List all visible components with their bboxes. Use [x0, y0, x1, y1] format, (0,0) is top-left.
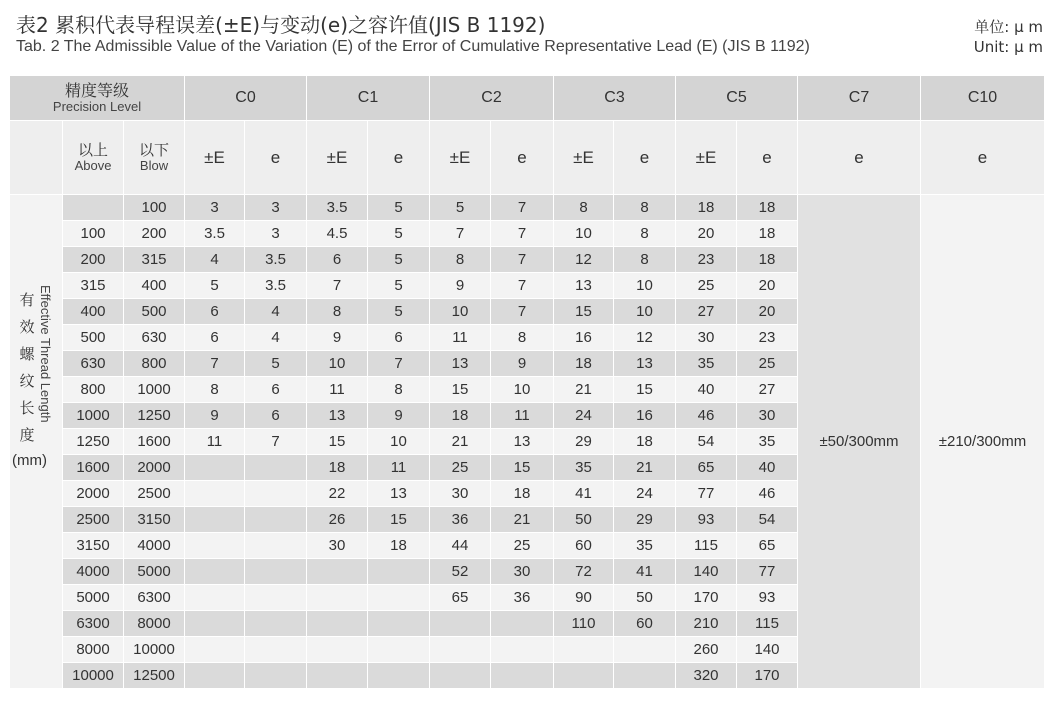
table-cell: 18	[676, 195, 737, 221]
table-cell: 15	[430, 377, 491, 403]
table-cell: 44	[430, 533, 491, 559]
table-cell: 7	[368, 351, 430, 377]
table-cell	[307, 559, 368, 585]
table-cell: 10	[307, 351, 368, 377]
table-cell: 115	[737, 611, 798, 637]
table-cell	[307, 585, 368, 611]
table-cell: 13	[614, 351, 676, 377]
table-cell: 3.5	[307, 195, 368, 221]
table-cell: 24	[554, 403, 614, 429]
table-cell: 10	[430, 299, 491, 325]
table-cell	[245, 637, 307, 663]
table-cell	[368, 559, 430, 585]
table-cell: 93	[737, 585, 798, 611]
table-row	[10, 195, 1045, 221]
table-cell	[245, 533, 307, 559]
table-cell: 4	[185, 247, 245, 273]
table-cell: 7	[491, 221, 554, 247]
table-cell: 18	[491, 481, 554, 507]
table-cell: 9	[491, 351, 554, 377]
table-cell	[185, 559, 245, 585]
table-cell: 3	[245, 221, 307, 247]
length-range-cell: 10000	[63, 663, 124, 689]
table-cell: 16	[614, 403, 676, 429]
table-cell: 7	[491, 195, 554, 221]
table-cell: 4.5	[307, 221, 368, 247]
table-cell: 50	[614, 585, 676, 611]
table-cell: 40	[676, 377, 737, 403]
table-cell: 7	[491, 247, 554, 273]
table-cell	[245, 585, 307, 611]
table-cell: 7	[245, 429, 307, 455]
table-cell	[185, 481, 245, 507]
length-range-cell: 400	[63, 299, 124, 325]
table-cell: 35	[737, 429, 798, 455]
table-cell: 36	[430, 507, 491, 533]
table-cell: 5	[368, 195, 430, 221]
table-cell: 40	[737, 455, 798, 481]
table-cell: 13	[554, 273, 614, 299]
table-cell: 10	[614, 273, 676, 299]
length-range-cell: 800	[63, 377, 124, 403]
table-cell: 23	[676, 247, 737, 273]
table-cell	[614, 637, 676, 663]
table-cell: 27	[676, 299, 737, 325]
table-cell: 8	[491, 325, 554, 351]
table-cell: 115	[676, 533, 737, 559]
table-cell: 46	[676, 403, 737, 429]
grade-c5-header: C5	[676, 76, 798, 121]
table-cell: 30	[676, 325, 737, 351]
c3-e-header: e	[614, 121, 676, 195]
table-cell: 11	[491, 403, 554, 429]
table-cell: 20	[737, 299, 798, 325]
table-cell: 41	[614, 559, 676, 585]
table-cell: 5	[368, 221, 430, 247]
table-cell: 110	[554, 611, 614, 637]
table-cell	[307, 611, 368, 637]
table-cell: 11	[185, 429, 245, 455]
table-cell	[245, 559, 307, 585]
length-range-cell: 500	[124, 299, 185, 325]
length-range-cell: 8000	[63, 637, 124, 663]
table-cell: 11	[368, 455, 430, 481]
table-cell: 22	[307, 481, 368, 507]
table-cell: 36	[491, 585, 554, 611]
table-cell: 41	[554, 481, 614, 507]
table-cell: 9	[368, 403, 430, 429]
table-cell: 10	[491, 377, 554, 403]
table-cell	[368, 637, 430, 663]
precision-level-header	[10, 76, 185, 121]
table-cell: 15	[307, 429, 368, 455]
table-cell: 27	[737, 377, 798, 403]
length-range-cell: 5000	[124, 559, 185, 585]
table-cell: 6	[185, 299, 245, 325]
table-cell	[491, 637, 554, 663]
table-cell: 25	[676, 273, 737, 299]
table-cell	[430, 637, 491, 663]
side-label-char: 螺	[19, 345, 35, 363]
table-cell: 16	[554, 325, 614, 351]
above-en: Above	[74, 157, 112, 173]
grade-c1-header: C1	[307, 76, 430, 121]
table-cell: 54	[676, 429, 737, 455]
table-cell: 15	[554, 299, 614, 325]
table-cell: 170	[676, 585, 737, 611]
table-cell: 52	[430, 559, 491, 585]
table-cell: 9	[307, 325, 368, 351]
c0-pm-e-header: ±E	[185, 121, 245, 195]
table-cell	[491, 611, 554, 637]
table-cell: 8	[307, 299, 368, 325]
table-cell: 3	[245, 195, 307, 221]
table-cell: 13	[368, 481, 430, 507]
length-range-cell: 5000	[63, 585, 124, 611]
side-label-chinese	[18, 287, 36, 449]
table-cell: 7	[491, 299, 554, 325]
table-cell: 25	[737, 351, 798, 377]
length-range-cell: 2000	[63, 481, 124, 507]
header-row-grades	[10, 76, 1045, 121]
precision-level-en: Precision Level	[52, 98, 142, 114]
precision-level-cn: 精度等级	[64, 80, 129, 100]
table-cell	[245, 455, 307, 481]
table-cell	[245, 507, 307, 533]
table-cell: 13	[430, 351, 491, 377]
table-cell	[245, 481, 307, 507]
table-cell: 140	[737, 637, 798, 663]
table-title-chinese: 表2 累积代表导程误差(±E)与变动(e)之容许值(JIS B 1192)	[16, 13, 546, 37]
lead-error-table	[9, 75, 1045, 689]
table-cell	[185, 637, 245, 663]
above-header	[63, 121, 124, 195]
header-row-columns	[10, 121, 1045, 195]
length-range-cell: 3150	[124, 507, 185, 533]
table-cell: 18	[554, 351, 614, 377]
c0-e-header: e	[245, 121, 307, 195]
table-cell: 30	[307, 533, 368, 559]
grade-c2-header: C2	[430, 76, 554, 121]
c1-pm-e-header: ±E	[307, 121, 368, 195]
table-cell: 8	[614, 195, 676, 221]
table-cell: 13	[491, 429, 554, 455]
side-label-char: 度	[19, 426, 35, 444]
table-cell: 8	[185, 377, 245, 403]
length-range-cell: 1250	[124, 403, 185, 429]
side-label-english: Effective Thread Length	[38, 285, 53, 423]
table-cell: 10	[368, 429, 430, 455]
table-cell: 8	[614, 247, 676, 273]
length-range-cell: 6300	[124, 585, 185, 611]
table-cell: 6	[368, 325, 430, 351]
length-range-cell	[63, 195, 124, 221]
table-cell: 23	[737, 325, 798, 351]
table-cell: 4	[245, 325, 307, 351]
table-cell: 93	[676, 507, 737, 533]
c7-e-header: e	[798, 121, 921, 195]
table-cell: 60	[614, 611, 676, 637]
length-range-cell: 630	[63, 351, 124, 377]
length-range-cell: 1600	[124, 429, 185, 455]
table-cell: 18	[307, 455, 368, 481]
c3-pm-e-header: ±E	[554, 121, 614, 195]
length-range-cell: 630	[124, 325, 185, 351]
length-range-cell: 100	[124, 195, 185, 221]
table-cell: 65	[430, 585, 491, 611]
table-cell: 35	[614, 533, 676, 559]
table-cell: 30	[737, 403, 798, 429]
table-cell	[614, 663, 676, 689]
table-cell: 9	[430, 273, 491, 299]
table-cell: 11	[307, 377, 368, 403]
table-cell: 77	[676, 481, 737, 507]
length-range-cell: 315	[124, 247, 185, 273]
table-cell	[245, 611, 307, 637]
table-cell: 25	[491, 533, 554, 559]
table-cell: 35	[554, 455, 614, 481]
table-cell: 7	[430, 221, 491, 247]
table-cell: 65	[676, 455, 737, 481]
table-cell	[185, 507, 245, 533]
table-cell: 21	[614, 455, 676, 481]
table-cell: 4	[245, 299, 307, 325]
table-cell: 18	[368, 533, 430, 559]
grade-c0-header: C0	[185, 76, 307, 121]
table-cell: 8	[368, 377, 430, 403]
length-range-cell: 2500	[124, 481, 185, 507]
length-range-cell: 200	[124, 221, 185, 247]
table-cell: 77	[737, 559, 798, 585]
table-cell: 7	[307, 273, 368, 299]
c5-pm-e-header: ±E	[676, 121, 737, 195]
table-cell: 15	[368, 507, 430, 533]
length-range-cell: 315	[63, 273, 124, 299]
table-cell	[185, 611, 245, 637]
side-label-unit: (mm)	[12, 452, 47, 469]
length-range-cell: 2000	[124, 455, 185, 481]
table-cell: 3.5	[245, 247, 307, 273]
length-range-cell: 8000	[124, 611, 185, 637]
table-cell	[430, 611, 491, 637]
table-cell: 60	[554, 533, 614, 559]
c2-e-header: e	[491, 121, 554, 195]
table-cell: 8	[430, 247, 491, 273]
below-cn: 以下	[138, 140, 169, 159]
unit-label-chinese: 单位: μ m	[974, 18, 1043, 36]
length-range-cell: 500	[63, 325, 124, 351]
table-cell	[430, 663, 491, 689]
below-en: Blow	[139, 157, 169, 173]
table-cell: 29	[614, 507, 676, 533]
table-cell: 26	[307, 507, 368, 533]
table-cell: 11	[430, 325, 491, 351]
table-cell: 54	[737, 507, 798, 533]
table-cell: 46	[737, 481, 798, 507]
header-blank-cell	[10, 121, 63, 195]
c10-value-cell: ±210/300mm	[921, 195, 1045, 689]
table-cell: 6	[245, 403, 307, 429]
length-range-cell: 800	[124, 351, 185, 377]
table-cell	[245, 663, 307, 689]
length-range-cell: 100	[63, 221, 124, 247]
table-cell: 8	[614, 221, 676, 247]
table-cell	[185, 585, 245, 611]
table-cell: 10	[554, 221, 614, 247]
length-range-cell: 4000	[63, 559, 124, 585]
table-cell: 18	[430, 403, 491, 429]
table-cell: 210	[676, 611, 737, 637]
length-range-cell: 200	[63, 247, 124, 273]
c1-e-header: e	[368, 121, 430, 195]
grade-c10-header: C10	[921, 76, 1045, 121]
effective-thread-length-label	[10, 195, 63, 689]
table-cell: 5	[368, 299, 430, 325]
table-cell: 12	[554, 247, 614, 273]
table-cell: 5	[368, 273, 430, 299]
table-cell: 29	[554, 429, 614, 455]
table-cell: 15	[491, 455, 554, 481]
table-cell: 8	[554, 195, 614, 221]
table-cell: 6	[307, 247, 368, 273]
grade-c7-header: C7	[798, 76, 921, 121]
table-cell: 5	[185, 273, 245, 299]
table-cell: 6	[245, 377, 307, 403]
table-cell: 30	[430, 481, 491, 507]
side-label-char: 有	[19, 291, 35, 309]
table-cell: 25	[430, 455, 491, 481]
table-cell: 20	[676, 221, 737, 247]
table-cell	[368, 611, 430, 637]
table-cell: 20	[737, 273, 798, 299]
table-cell: 18	[737, 247, 798, 273]
length-range-cell: 1600	[63, 455, 124, 481]
length-range-cell: 10000	[124, 637, 185, 663]
length-range-cell: 2500	[63, 507, 124, 533]
below-header	[124, 121, 185, 195]
table-cell: 140	[676, 559, 737, 585]
c5-e-header: e	[737, 121, 798, 195]
table-cell: 10	[614, 299, 676, 325]
table-cell: 3	[185, 195, 245, 221]
above-cn: 以上	[77, 140, 108, 159]
table-cell	[185, 455, 245, 481]
length-range-cell: 12500	[124, 663, 185, 689]
length-range-cell: 4000	[124, 533, 185, 559]
side-label-char: 纹	[19, 372, 35, 390]
table-cell: 6	[185, 325, 245, 351]
table-cell: 7	[185, 351, 245, 377]
table-cell: 18	[614, 429, 676, 455]
table-cell: 15	[614, 377, 676, 403]
length-range-cell: 1000	[124, 377, 185, 403]
table-cell: 18	[737, 221, 798, 247]
table-cell: 30	[491, 559, 554, 585]
table-cell: 5	[245, 351, 307, 377]
table-cell: 7	[491, 273, 554, 299]
table-cell: 13	[307, 403, 368, 429]
c2-pm-e-header: ±E	[430, 121, 491, 195]
c7-value-cell: ±50/300mm	[798, 195, 921, 689]
table-cell: 170	[737, 663, 798, 689]
unit-label-english: Unit: μ m	[973, 38, 1043, 56]
table-cell	[185, 533, 245, 559]
table-cell	[307, 637, 368, 663]
table-cell: 21	[491, 507, 554, 533]
table-cell	[307, 663, 368, 689]
side-label-char: 长	[19, 399, 35, 417]
table-cell	[185, 663, 245, 689]
grade-c3-header: C3	[554, 76, 676, 121]
table-cell: 3.5	[245, 273, 307, 299]
table-cell: 260	[676, 637, 737, 663]
length-range-cell: 3150	[63, 533, 124, 559]
table-cell: 5	[430, 195, 491, 221]
length-range-cell: 400	[124, 273, 185, 299]
c10-e-header: e	[921, 121, 1045, 195]
table-cell	[368, 663, 430, 689]
side-label-char: 效	[19, 318, 35, 336]
table-cell: 21	[554, 377, 614, 403]
table-cell	[491, 663, 554, 689]
table-cell: 12	[614, 325, 676, 351]
table-cell: 72	[554, 559, 614, 585]
length-range-cell: 1000	[63, 403, 124, 429]
length-range-cell: 6300	[63, 611, 124, 637]
table-cell: 3.5	[185, 221, 245, 247]
table-cell: 5	[368, 247, 430, 273]
table-cell: 18	[737, 195, 798, 221]
table-cell	[368, 585, 430, 611]
table-cell	[554, 663, 614, 689]
table-cell: 35	[676, 351, 737, 377]
table-cell: 50	[554, 507, 614, 533]
table-cell: 90	[554, 585, 614, 611]
table-cell: 65	[737, 533, 798, 559]
table-cell: 24	[614, 481, 676, 507]
table-cell	[554, 637, 614, 663]
table-cell: 320	[676, 663, 737, 689]
table-cell: 21	[430, 429, 491, 455]
table-title-english: Tab. 2 The Admissible Value of the Variation (E) of the Error of Cumulative Representative Lead (E) (JIS B 1192)	[16, 38, 810, 55]
length-range-cell: 1250	[63, 429, 124, 455]
table-cell: 9	[185, 403, 245, 429]
